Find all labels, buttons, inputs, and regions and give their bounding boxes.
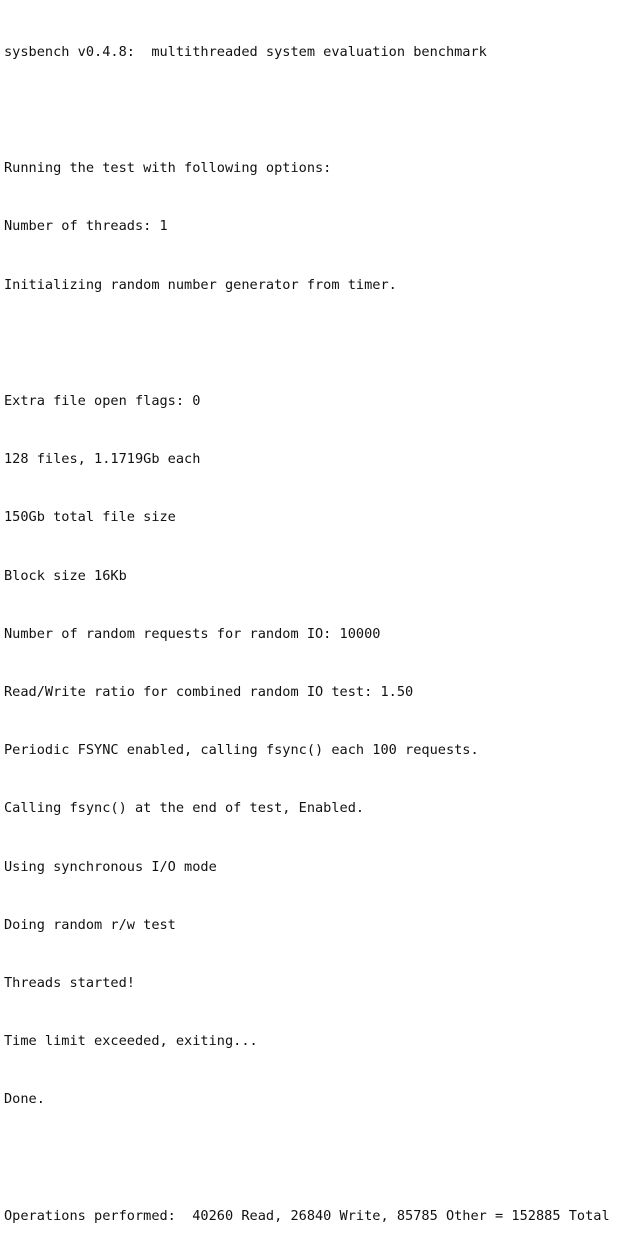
fsync-end: Calling fsync() at the end of test, Enabled. bbox=[4, 800, 365, 817]
open-flags: Extra file open flags: 0 bbox=[4, 393, 201, 410]
block-size: Block size 16Kb bbox=[4, 567, 127, 584]
total-file-size: 150Gb total file size bbox=[4, 509, 176, 526]
threads-started: Threads started! bbox=[4, 975, 135, 992]
files-info: 128 files, 1.1719Gb each bbox=[4, 451, 201, 468]
threads-count: Number of threads: 1 bbox=[4, 218, 168, 235]
terminal-output bbox=[4, 4, 640, 1234]
time-limit: Time limit exceeded, exiting... bbox=[4, 1033, 258, 1050]
io-mode: Using synchronous I/O mode bbox=[4, 858, 217, 875]
rw-ratio: Read/Write ratio for combined random IO test: 1.50 bbox=[4, 684, 414, 701]
fsync-periodic: Periodic FSYNC enabled, calling fsync() each 100 requests. bbox=[4, 742, 479, 759]
options-intro: Running the test with following options: bbox=[4, 160, 332, 177]
random-requests: Number of random requests for random IO: 10000 bbox=[4, 625, 381, 642]
test-type: Doing random r/w test bbox=[4, 916, 176, 933]
blank-line bbox=[4, 334, 640, 353]
done-line: Done. bbox=[4, 1091, 45, 1108]
blank-line bbox=[4, 1149, 640, 1168]
operations-performed: Operations performed: 40260 Read, 26840 Write, 85785 Other = 152885 Total bbox=[4, 1207, 610, 1224]
benchmark-title: sysbench v0.4.8: multithreaded system evaluation benchmark bbox=[4, 43, 487, 60]
rng-init: Initializing random number generator from timer. bbox=[4, 276, 397, 293]
blank-line bbox=[4, 101, 640, 120]
